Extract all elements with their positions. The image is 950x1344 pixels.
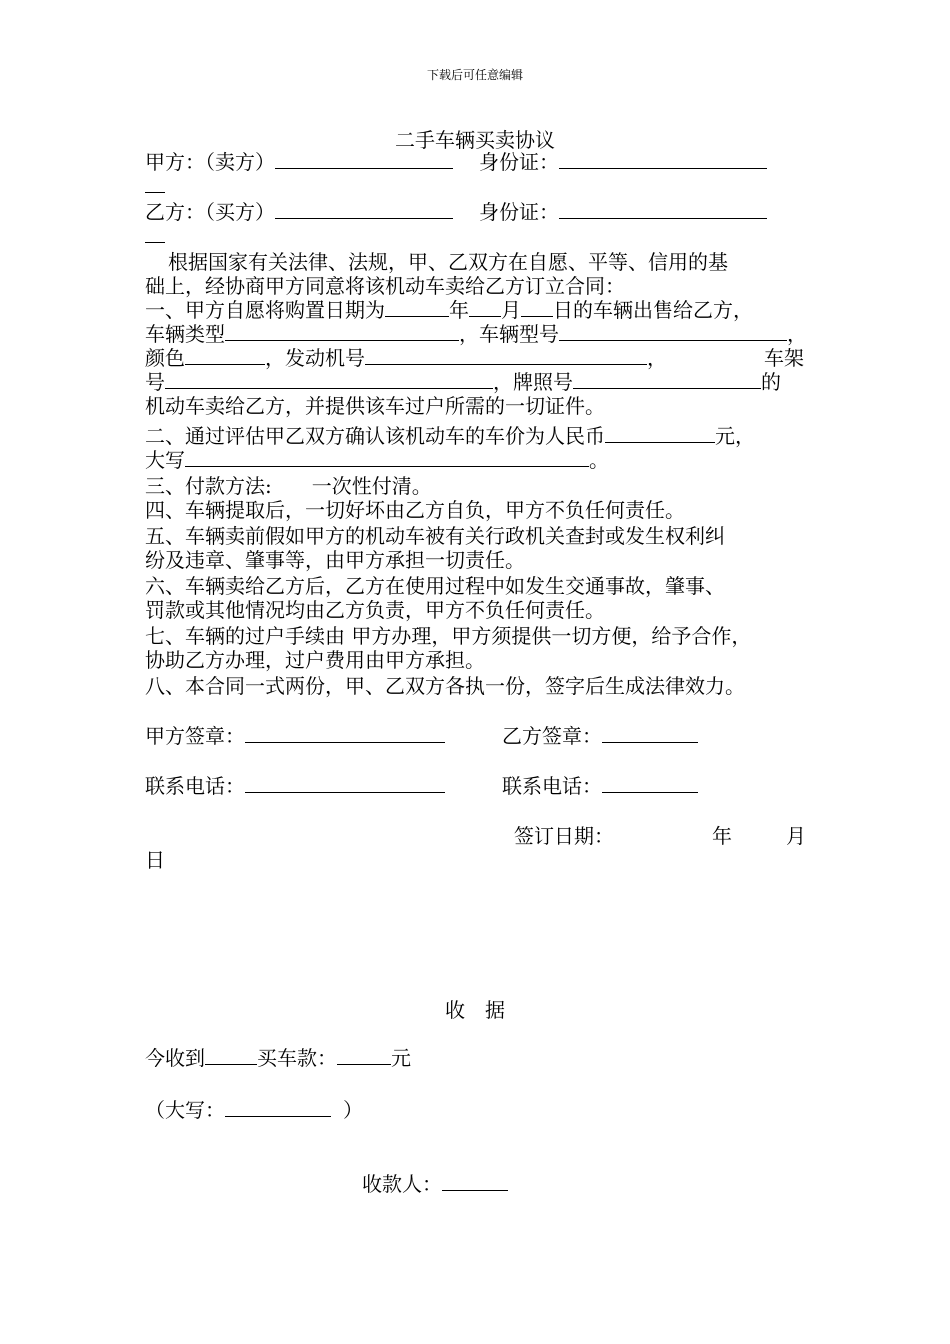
- party-b-id-blank: [559, 200, 767, 219]
- clause-1-line-4: 号 ，牌照号 的: [145, 370, 781, 394]
- clause-6-line-2: 罚款或其他情况均由乙方负责，甲方不负任何责任。: [145, 598, 605, 622]
- receipt-amount-line: 今收到 买车款： 元: [145, 1046, 411, 1070]
- engine-number-blank: [365, 346, 647, 365]
- clause-6-line-1: 六、车辆卖给乙方后，乙方在使用过程中如发生交通事故，肇事、: [145, 574, 725, 598]
- frame-number-blank: [165, 370, 493, 389]
- clause-7-line-1: 七、车辆的过户手续由 甲方办理，甲方须提供一切方便，给予合作，: [145, 624, 752, 648]
- clause-2-line-1: 二、通过评估甲乙双方确认该机动车的车价为人民币 元，: [145, 424, 755, 448]
- intro-line-2: 础上，经协商甲方同意将该机动车卖给乙方订立合同：: [145, 274, 625, 298]
- payee-blank: [442, 1172, 508, 1191]
- payee-line: 收款人：: [362, 1172, 508, 1196]
- party-a-label: 甲方：（卖方）: [145, 150, 275, 174]
- clause-2-line-2: 大写 。: [145, 448, 609, 472]
- clause-3: 三、付款方法: 一次性付清。: [145, 474, 432, 498]
- party-a-phone-blank: [245, 774, 445, 793]
- purchase-date-month-blank: [469, 298, 501, 317]
- party-a-id-continuation: [145, 174, 165, 198]
- party-b-phone-blank: [602, 774, 698, 793]
- plate-number-blank: [573, 370, 761, 389]
- clause-1-line-3: 颜色 ，发动机号 ，: [145, 346, 667, 370]
- party-b-phone-line: 联系电话：: [502, 774, 698, 798]
- clause-1-line-2: 车辆类型 ，车辆型号 ，: [145, 322, 807, 346]
- party-b-signature-blank: [602, 724, 698, 743]
- party-b-id-label: 身份证：: [479, 200, 559, 224]
- party-b-signature-line: 乙方签章：: [502, 724, 698, 748]
- party-a-line: [145, 150, 767, 174]
- received-from-blank: [205, 1046, 257, 1065]
- document-title: 二手车辆买卖协议: [395, 128, 555, 152]
- sign-date-year: 年: [712, 824, 732, 848]
- clause-1-line-5: 机动车卖给乙方，并提供该车过户所需的一切证件。: [145, 394, 605, 418]
- receipt-title: 收 据: [445, 998, 505, 1022]
- party-a-signature-blank: [245, 724, 445, 743]
- clause-8: 八、本合同一式两份，甲、乙双方各执一份，签字后生成法律效力。: [145, 674, 745, 698]
- clause-4: 四、车辆提取后，一切好坏由乙方自负，甲方不负任何责任。: [145, 498, 685, 522]
- party-b-line: [145, 200, 767, 224]
- receipt-words-line: （大写： ）: [145, 1098, 363, 1122]
- party-a-phone-line: 联系电话：: [145, 774, 445, 798]
- clause-7-line-2: 协助乙方办理，过户费用由甲方承担。: [145, 648, 485, 672]
- frame-label: 车架: [764, 346, 804, 370]
- sign-date-label: 签订日期：: [514, 824, 614, 848]
- party-a-name-blank: [275, 150, 453, 169]
- price-in-words-blank: [185, 448, 589, 467]
- car-payment-blank: [337, 1046, 391, 1065]
- sign-date-day: 日: [145, 848, 165, 872]
- price-blank: [605, 424, 715, 443]
- clause-5-line-2: 纷及违章、肇事等，由甲方承担一切责任。: [145, 548, 525, 572]
- header-note: 下载后可任意编辑: [426, 68, 523, 82]
- vehicle-model-blank: [559, 322, 787, 341]
- purchase-date-year-blank: [385, 298, 449, 317]
- party-b-label: 乙方：（买方）: [145, 200, 275, 224]
- amount-in-words-blank: [225, 1098, 331, 1117]
- party-b-id-continuation: [145, 224, 165, 248]
- vehicle-type-blank: [225, 322, 459, 341]
- color-blank: [185, 346, 265, 365]
- party-a-signature-line: 甲方签章：: [145, 724, 445, 748]
- clause-1-line-1: 一、甲方自愿将购置日期为 年 月 日的车辆出售给乙方，: [145, 298, 753, 322]
- sign-date-month: 月: [786, 824, 806, 848]
- clause-5-line-1: 五、车辆卖前假如甲方的机动车被有关行政机关查封或发生权利纠: [145, 524, 725, 548]
- purchase-date-day-blank: [521, 298, 553, 317]
- party-b-name-blank: [275, 200, 453, 219]
- party-a-id-label: 身份证：: [479, 150, 559, 174]
- intro-line-1: 根据国家有关法律、法规，甲、乙双方在自愿、平等、信用的基: [168, 250, 728, 274]
- party-a-id-blank: [559, 150, 767, 169]
